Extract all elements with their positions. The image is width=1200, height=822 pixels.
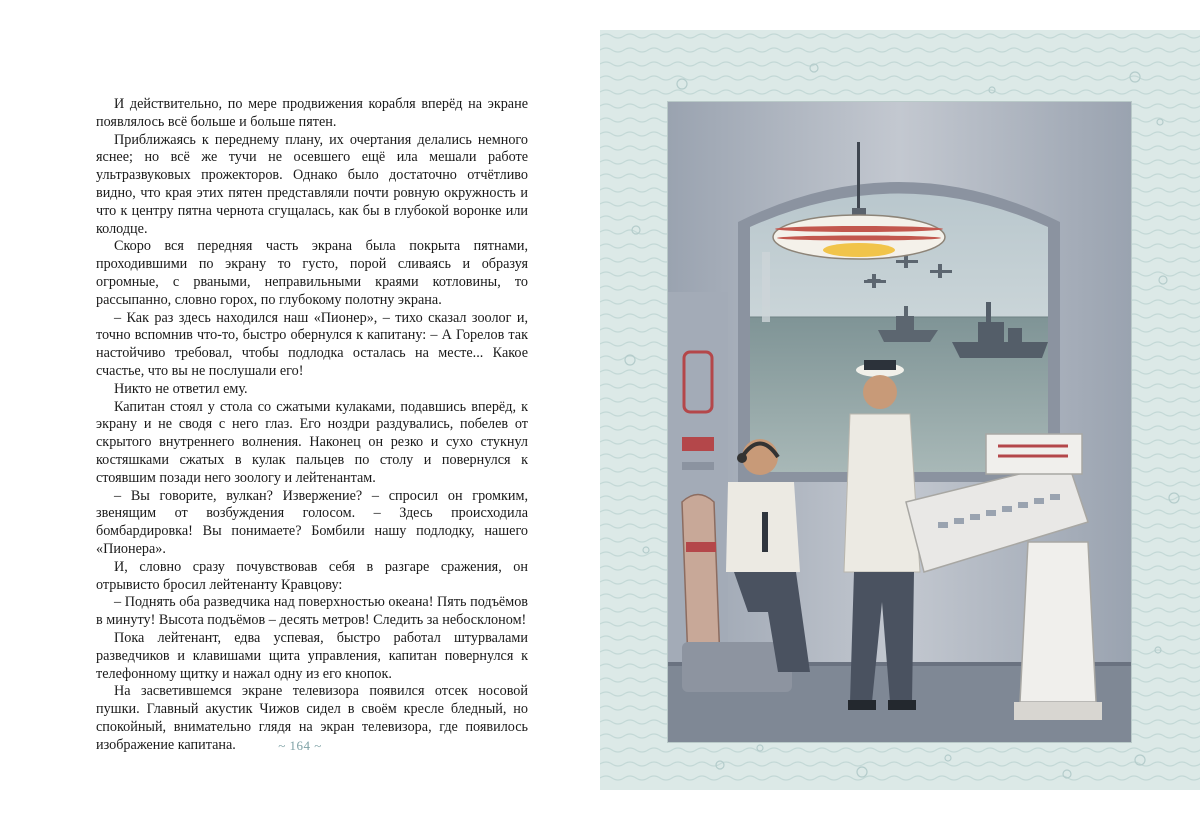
wave-line [600, 76, 1200, 80]
paragraph: – Как раз здесь находился наш «Пионер», – тихо сказал зоолог и, точно вспомнив что-то, быстро обернулся к капитану: – А Горелов так настойчиво требовал, чтобы подлодка осталась на месте... Какое счастье, что вы не послушали его! [96, 309, 528, 379]
microphone-icon [762, 512, 768, 552]
wave-line [600, 762, 1200, 766]
paragraph: Капитан стоял у стола со сжатыми кулаками, подавшись вперёд, к экрану и не сводя с него глаз. Его ноздри раздувались, побелев от скрытого внутреннего волнения. Наконец он резко и сухо стукнул костяшками сжатых в кулак пальцев по столу и повернулся к стоявшим позади него зоологу и лейтенантам. [96, 398, 528, 486]
wave-line [600, 90, 1200, 94]
paragraph: На засветившемся экране телевизора появился отсек носовой пушки. Главный акустик Чижов сидел в своём кресле бледный, но спокойный, внимательно глядя на экран телевизора, где появилось изображение капитана. [96, 683, 528, 753]
submarine-control-room-illustration [668, 102, 1131, 742]
paragraph: Никто не ответил ему. [114, 380, 248, 397]
paragraph: И действительно, по мере продвижения корабля вперёд на экране появлялось всё больше и больше пятен. [96, 96, 528, 130]
right-page [600, 30, 1200, 790]
wave-line [600, 48, 1200, 52]
headphones-icon [737, 453, 747, 463]
paragraph: Приближаясь к переднему плану, их очертания делались немного яснее; но всё же тучи не осевшего ещё ила мешали работе ультразвуковых прожекторов. Однако было достаточно отчётливо видно, что края этих пятен представляли почти ровную окружность и что к центру пятна чернота сгущалась, как бы в глубокой воронке или колодце. [96, 131, 528, 237]
wave-line [600, 62, 1200, 66]
illustration-frame [668, 102, 1131, 742]
paragraph: Пока лейтенант, едва успевая, быстро работал штурвалами разведчиков и клавишами щита управления, капитан повернулся к телефонному щитку и нажал одну из его кнопок. [96, 629, 528, 682]
paragraph: Скоро вся передняя часть экрана была покрыта пятнами, проходившими по экрану то густо, порой сливаясь и образуя огромные, с рваными, неправильными краями котловины, то рассыпанно, словно горох, по глубокому полотну экрана. [96, 238, 528, 308]
paragraph: – Вы говорите, вулкан? Извержение? – спросил он громким, звенящим от возбуждения голосом. – Здесь происходила бомбардировка! Вы понимаете? Бомбили нашу подлодку, нашего «Пионера». [96, 487, 528, 557]
wave-line [600, 748, 1200, 752]
paragraph: – Поднять оба разведчика над поверхностью океана! Пять подъёмов в минуту! Высота подъёмов – десять метров! Следить за небосклоном! [96, 594, 528, 629]
wave-line [600, 776, 1200, 780]
text-block [96, 96, 528, 754]
wave-line [600, 34, 1200, 38]
paragraph: И, словно сразу почувствовав себя в разгаре сражения, он отрывисто бросил лейтенанту Кравцову: [96, 558, 528, 593]
page-number: ~ 164 ~ [278, 738, 322, 753]
